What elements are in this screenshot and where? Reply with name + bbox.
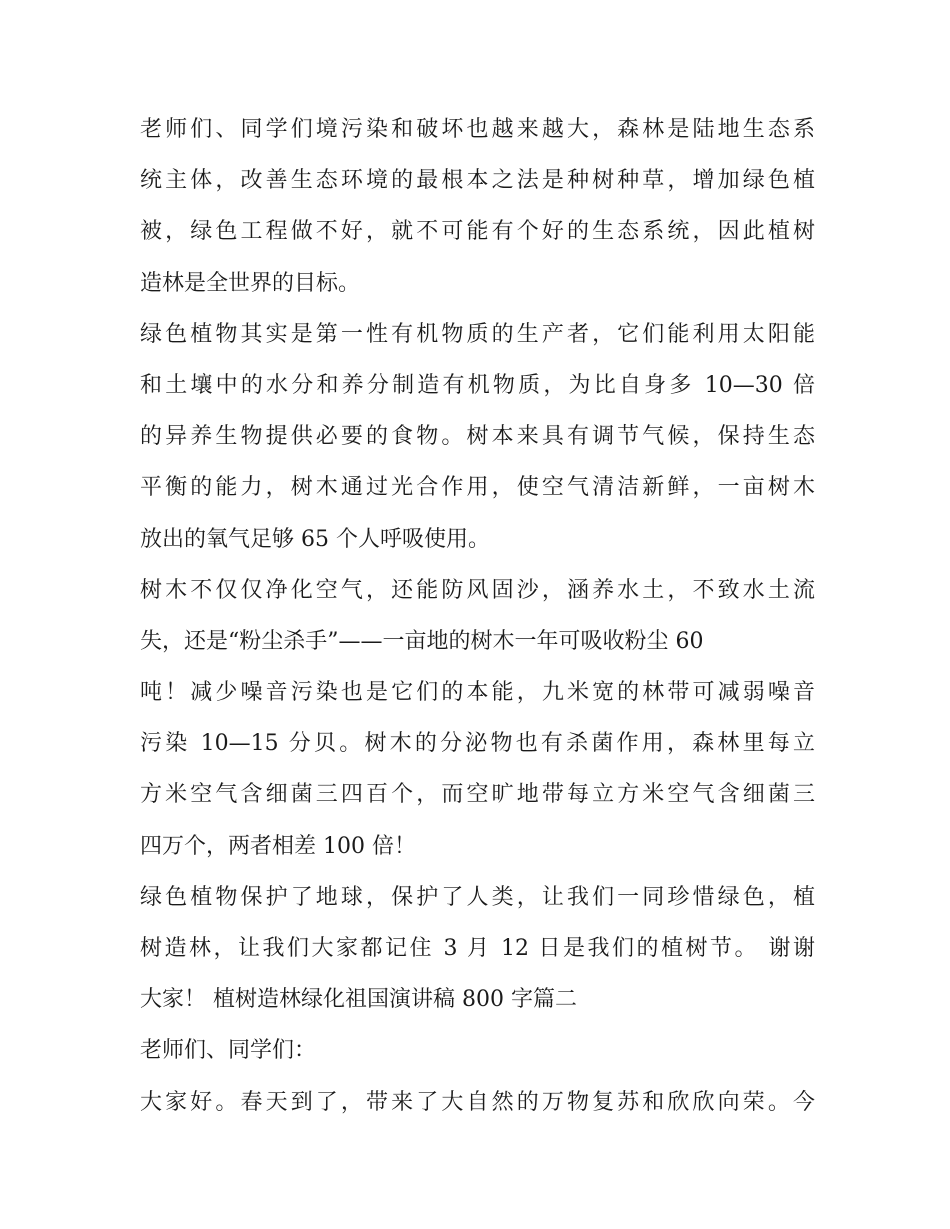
- text-line: 统主体，改善生态环境的最根本之法是种树种草，增加绿色植: [140, 168, 815, 194]
- text-line: 的异养生物提供必要的食物。树本来具有调节气候，保持生态: [140, 424, 815, 450]
- text-line: 绿色植物其实是第一性有机物质的生产者，它们能利用太阳能: [140, 321, 815, 347]
- text-line: 被，绿色工程做不好，就不可能有个好的生态系统，因此植树: [140, 219, 815, 245]
- text-line: 四万个，两者相差 100 倍！: [140, 833, 416, 859]
- paragraph: [140, 1077, 815, 1128]
- text-line: 和土壤中的水分和养分制造有机物质，为比自身多 10—30 倍: [140, 372, 815, 398]
- paragraph: [140, 872, 815, 1026]
- text-line: 树造林，让我们大家都记住 3 月 12 日是我们的植树节。 谢谢: [140, 936, 815, 961]
- text-line: 大家好。春天到了，带来了大自然的万物复苏和欣欣向荣。今: [140, 1089, 815, 1115]
- text-line: 平衡的能力，树木通过光合作用，使空气清洁新鲜，一亩树木: [140, 475, 815, 501]
- text-line: 方米空气含细菌三四百个，而空旷地带每立方米空气含细菌三: [140, 782, 815, 808]
- text-line: 大家！ 植树造林绿化祖国演讲稿 800 字篇二: [140, 987, 577, 1013]
- document-body: [140, 104, 815, 1128]
- text-line: 放出的氧气足够 65 个人呼吸使用。: [140, 526, 490, 552]
- text-line: 吨！减少噪音污染也是它们的本能，九米宽的林带可减弱噪音: [140, 680, 815, 706]
- paragraph: [140, 104, 815, 309]
- text-line: 树木不仅仅净化空气，还能防风固沙，涵养水土，不致水土流: [140, 577, 815, 603]
- paragraph: [140, 309, 815, 565]
- paragraph: [140, 565, 815, 872]
- paragraph: [140, 1025, 815, 1076]
- text-line: 污染 10—15 分贝。树木的分泌物也有杀菌作用，森林里每立: [140, 731, 815, 757]
- text-line: 绿色植物保护了地球，保护了人类，让我们一同珍惜绿色，植: [140, 884, 815, 910]
- text-line: 失，还是“粉尘杀手”——一亩地的树木一年可吸收粉尘 60: [140, 628, 704, 654]
- text-line: 造林是全世界的目标。: [140, 270, 361, 296]
- text-line: 老师们、同学们：: [140, 1038, 317, 1064]
- text-line: 老师们、同学们境污染和破坏也越来越大，森林是陆地生态系: [140, 117, 815, 142]
